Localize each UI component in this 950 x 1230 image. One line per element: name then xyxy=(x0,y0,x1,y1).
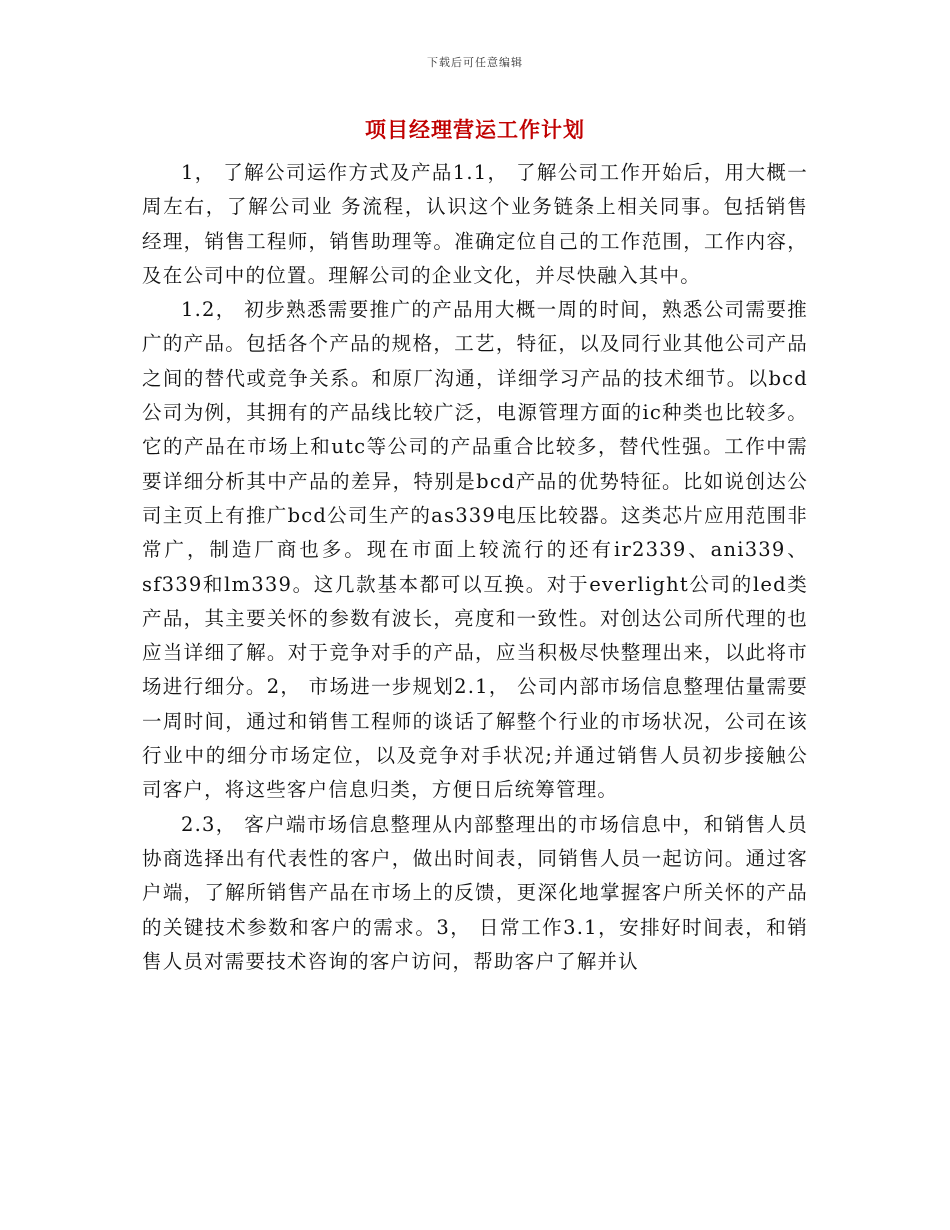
paragraph-2: 1.2， 初步熟悉需要推广的产品用大概一周的时间，熟悉公司需要推广的产品。包括各个产品的规格，工艺，特征，以及同行业其他公司产品之间的替代或竞争关系。和原厂沟通，详细学习产品的技术细节。以bcd公司为例，其拥有的产品线比较广泛，电源管理方面的ic种类也比较多。它的产品在市场上和utc等公司的产品重合比较多，替代性强。工作中需要详细分析其中产品的差异，特别是bcd产品的优势特征。比如说创达公司主页上有推广bcd公司生产的as339电压比较器。这类芯片应用范围非常广，制造厂商也多。现在市面上较流行的还有ir2339、ani339、sf339和lm339。这几款基本都可以互换。对于everlight公司的led类产品，其主要关怀的参数有波长，亮度和一致性。对创达公司所代理的也应当详细了解。对于竞争对手的产品，应当积极尽快整理出来，以此将市场进行细分。2， 市场进一步规划2.1， 公司内部市场信息整理估量需要一周时间，通过和销售工程师的谈话了解整个行业的市场状况，公司在该行业中的细分市场定位，以及竞争对手状况;并通过销售人员初步接触公司客户，将这些客户信息归类，方便日后统筹管理。 xyxy=(142,298,808,802)
paragraph-3: 2.3， 客户端市场信息整理从内部整理出的市场信息中，和销售人员协商选择出有代表性的客户，做出时间表，同销售人员一起访问。通过客户端，了解所销售产品在市场上的反馈，更深化地掌握客户所关怀的产品的关键技术参数和客户的需求。3， 日常工作3.1，安排好时间表，和销售人员对需要技术咨询的客户访问，帮助客户了解并认 xyxy=(142,812,808,973)
paragraph-1: 1， 了解公司运作方式及产品1.1， 了解公司工作开始后，用大概一周左右，了解公司业 务流程，认识这个业务链条上相关同事。包括销售经理，销售工程师，销售助理等。准确定位自己的工作范围，工作内容，及在公司中的位置。理解公司的企业文化，并尽快融入其中。 xyxy=(142,161,808,287)
header-note: 下载后可任意编辑 xyxy=(427,56,523,69)
document-body xyxy=(142,156,808,979)
document-title: 项目经理营运工作计划 xyxy=(365,118,585,142)
